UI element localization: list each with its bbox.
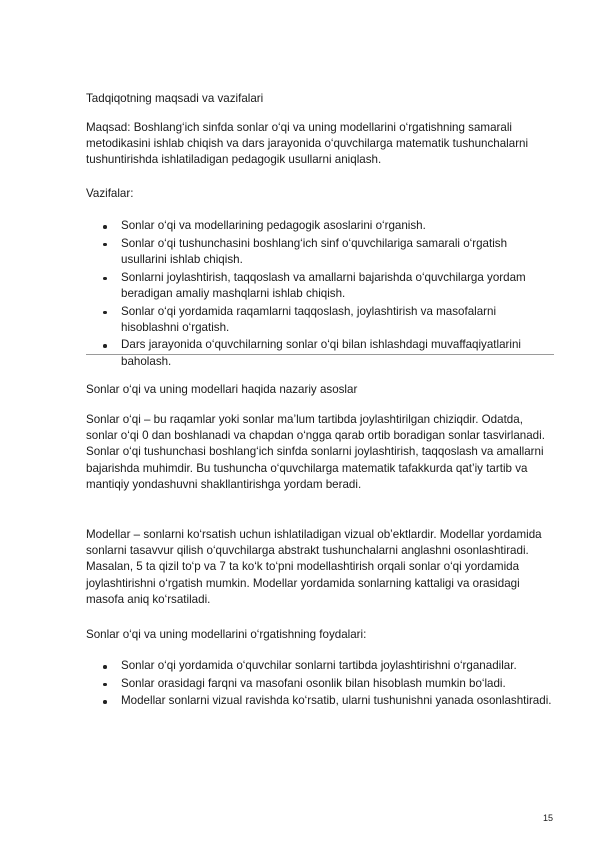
goal-paragraph: Maqsad: Boshlang‘ich sinfda sonlar o‘qi va uning modellarini o‘rgatishning samarali metodikasini ishlab chiqish va dars jarayonida o‘quvchilarga matematik tushunchalarni tushuntirishda ishlatiladigan pedagogik usullarni aniqlash. [86,121,529,167]
benefits-label: Sonlar o‘qi va uning modellarini o‘rgatishning foydalari: [86,628,367,641]
list-item: Sonlar o‘qi tushunchasini boshlang‘ich sinf o‘quvchilariga samarali o‘rgatish usullarini ishlab chiqish. [86,236,555,268]
list-item: Dars jarayonida o‘quvchilarning sonlar o‘qi bilan ishlashdagi muvaffaqiyatlarini baholash. [86,337,555,369]
theory-paragraph-2: Modellar – sonlarni ko‘rsatish uchun ishlatiladigan vizual ob’ektlardir. Modellar yordamida sonlarni tasavvur qilish o‘quvchilarga abstrakt tushunchalarni anglashni osonlashtiradi. Masalan, 5 ta qizil to‘p va 7 ta ko‘k to‘pni modellashtirish orqali sonlar o‘qi yordamida joylashtirishni o‘rgatish mumkin. Modellar yordamida sonlarning kattaligi va orasidagi masofa aniq ko‘rsatiladi. [86,528,542,606]
theory-paragraph-1: Sonlar o‘qi – bu raqamlar yoki sonlar ma’lum tartibda joylashtirilgan chiziqdir. Odatda, sonlar o‘qi 0 dan boshlanadi va chapdan o‘ngga qarab ortib boradigan sonlar tasvirlanadi. Sonlar o‘qi tushunchasi boshlang‘ich sinfda sonlarni joylashtirish, taqqoslash va amallarni bajarishda muhimdir. Bu tushuncha o‘quvchilarga matematik tafakkurda qat’iy tartib va mantiqiy yondashuvni shakllantirishga yordam beradi. [86,413,545,491]
list-item: Sonlarni joylashtirish, taqqoslash va amallarni bajarishda o‘quvchilarga yordam beradigan amaliy mashqlarni ishlab chiqish. [86,270,555,302]
horizontal-divider [86,354,554,355]
list-item: Sonlar o‘qi yordamida o‘quvchilar sonlarni tartibda joylashtirishni o‘rganadilar. [86,658,555,674]
benefits-list [86,658,555,711]
tasks-list [86,218,555,371]
page-number: 15 [542,813,553,823]
list-item: Sonlar o‘qi yordamida raqamlarni taqqoslash, joylashtirish va masofalarni hisoblashni o‘rgatish. [86,304,555,336]
list-item: Modellar sonlarni vizual ravishda ko‘rsatib, ularni tushunishni yanada osonlashtiradi. [86,693,555,709]
list-item: Sonlar o‘qi va modellarining pedagogik asoslarini o‘rganish. [86,218,555,234]
section-heading-theory: Sonlar o‘qi va uning modellari haqida nazariy asoslar [86,383,358,396]
section-heading-goals: Tadqiqotning maqsadi va vazifalari [86,92,264,105]
list-item: Sonlar orasidagi farqni va masofani osonlik bilan hisoblash mumkin bo‘ladi. [86,676,555,692]
tasks-label: Vazifalar: [86,187,134,200]
